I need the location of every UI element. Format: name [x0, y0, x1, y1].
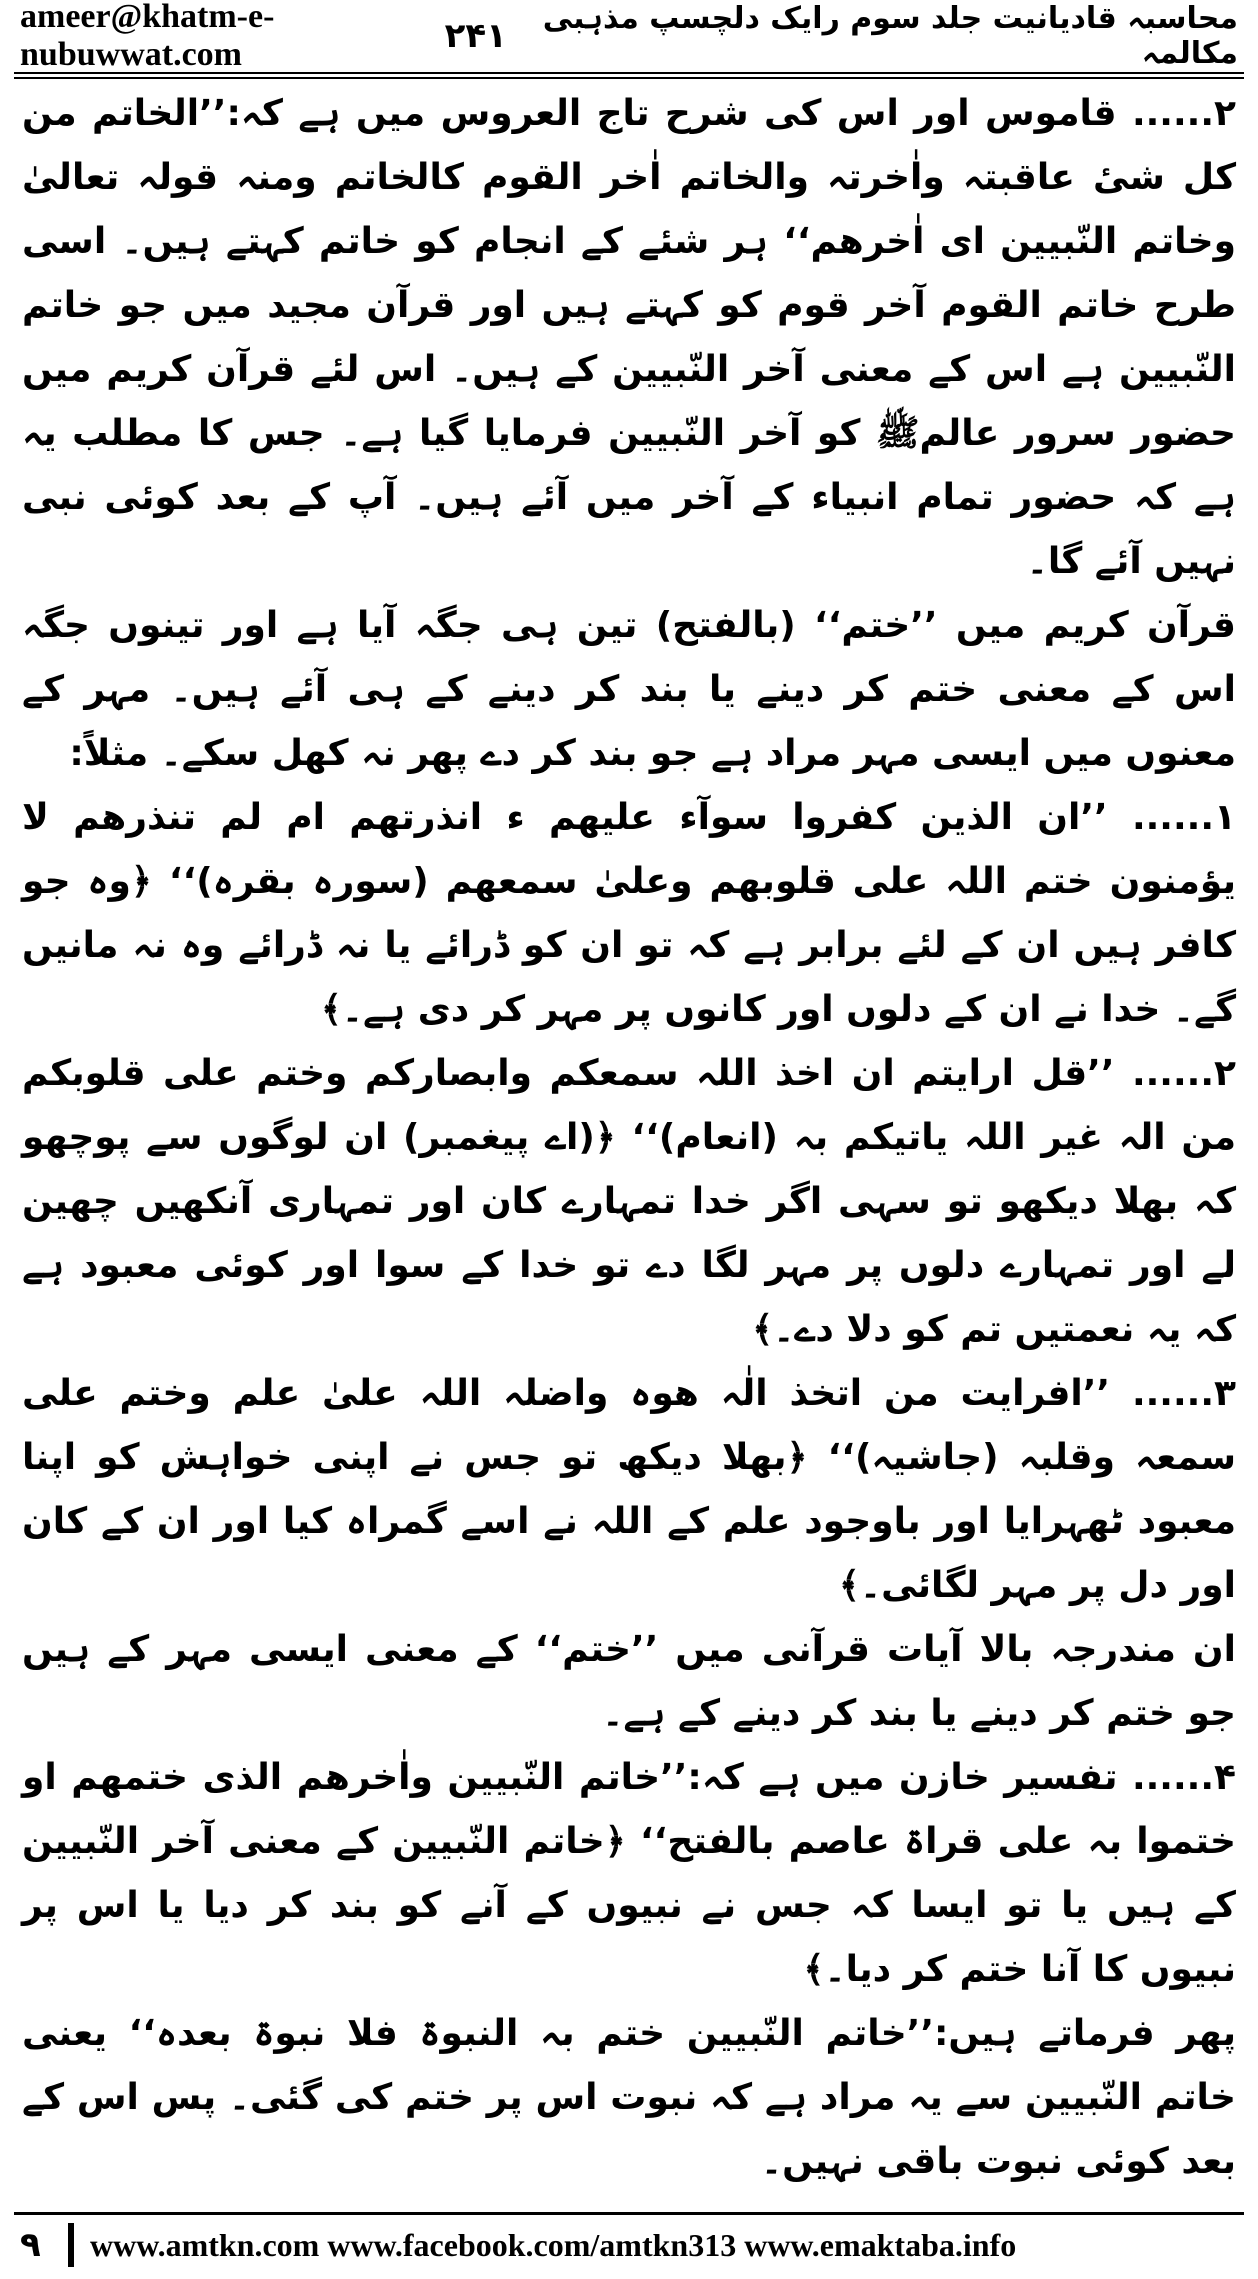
paragraph-anaam: ۲...... ’’قل ارایتم ان اخذ اللہ سمعکم وابصارکم وختم علی قلوبکم من الہ غیر اللہ یاتیکم بہ (انعام)‘‘ ﴿(اے پیغمبر) ان لوگوں سے پوچھو کہ بھلا دیکھو تو سہی اگر خدا تمہارے کان اور تمہاری آنکھیں چھین لے اور تمہارے دلوں پر مہر لگا دے تو خدا کے سوا اور کوئی معبود ہے کہ یہ نعمتیں تم کو دلا دے۔﴾ [22, 1053, 1236, 1350]
book-page-number: ۲۴۱ [444, 16, 507, 56]
header-email: ameer@khatm-e-nubuwwat.com [20, 0, 275, 73]
header-title-group [445, 1, 1238, 71]
paragraph-jathiyah: ۳...... ’’افرایت من اتخذ الٰہ ھوہ واضلہ اللہ علیٰ علم وختم علی سمعہ وقلبہ (جاشیہ)‘‘ ﴿بھلا دیکھ تو جس نے اپنی خواہش کو اپنا معبود ٹھہرایا اور باوجود علم کے اللہ نے اسے گمراہ کیا اور ان کے کان اور دل پر مہر لگائی۔﴾ [22, 1373, 1236, 1606]
footer-page-number: ۹ [20, 2225, 41, 2265]
header-divider-second [14, 77, 1244, 79]
paragraph-summary: ان مندرجہ بالا آیات قرآنی میں ’’ختم‘‘ کے معنی ایسی مہر کے ہیں جو ختم کر دینے یا بند کر دینے کے ہے۔ [22, 1629, 1236, 1734]
header-divider [14, 72, 1244, 74]
paragraph-qamoos: ۲...... قاموس اور اس کی شرح تاج العروس میں ہے کہ:’’الخاتم من کل شیٔ عاقبتہ واٰخرتہ والخاتم اٰخر القوم کالخاتم ومنہ قولہ تعالیٰ وخاتم النّبیین ای اٰخرھم‘‘ ہر شئے کے انجام کو خاتم کہتے ہیں۔ اسی طرح خاتم القوم آخر قوم کو کہتے ہیں اور قرآن مجید میں جو خاتم النّبیین ہے اس کے معنی آخر النّبیین کے ہیں۔ اس لئے قرآن کریم میں حضور سرور عالمﷺ کو آخر النّبیین فرمایا گیا ہے۔ جس کا مطلب یہ ہے کہ حضور تمام انبیاء کے آخر میں آئے ہیں۔ آپ کے بعد کوئی نبی نہیں آئے گا۔ [22, 93, 1236, 582]
page-footer [20, 2220, 1238, 2270]
footer-divider [14, 2212, 1244, 2215]
page-header [20, 0, 1238, 73]
page-body [22, 82, 1236, 2187]
footer-separator [68, 2223, 74, 2267]
footer-links[interactable]: www.amtkn.com www.facebook.com/amtkn313 www.emaktaba.info [90, 2226, 1017, 2263]
paragraph-conclusion: پھر فرماتے ہیں:’’خاتم النّبیین ختم بہ النبوۃ فلا نبوۃ بعدہ‘‘ یعنی خاتم النّبیین سے یہ مراد ہے کہ نبوت اس پر ختم کی گئی۔ پس اس کے بعد کوئی نبوت باقی نہیں۔ [22, 2013, 1236, 2182]
paragraph-baqarah: ۱...... ’’ان الذین کفروا سوآء علیھم ء انذرتھم ام لم تنذرھم لا یؤمنون ختم اللہ علی قلوبھم وعلیٰ سمعھم (سورہ بقرہ)‘‘ ﴿وہ جو کافر ہیں ان کے لئے برابر ہے کہ تو ان کو ڈرائے یا نہ ڈرائے وہ نہ مانیں گے۔ خدا نے ان کے دلوں اور کانوں پر مہر کر دی ہے۔﴾ [22, 797, 1236, 1030]
paragraph-khazin: ۴...... تفسیر خازن میں ہے کہ:’’خاتم النّبیین واٰخرھم الذی ختمھم او ختموا بہ علی قراۃ عاصم بالفتح‘‘ ﴿خاتم النّبیین کے معنی آخر النّبیین کے ہیں یا تو ایسا کہ جس نے نبیوں کے آنے کو بند کر دیا یا اس پر نبیوں کا آنا ختم کر دیا۔﴾ [22, 1757, 1236, 1990]
book-title: محاسبہ قادیانیت جلد سوم رایک دلچسپ مذہبی مکالمہ [542, 1, 1238, 71]
paragraph-khatm-intro: قرآن کریم میں ’’ختم‘‘ (بالفتح) تین ہی جگہ آیا ہے اور تینوں جگہ اس کے معنی ختم کر دینے یا بند کر دینے کے ہی آئے ہیں۔ مہر کے معنوں میں ایسی مہر مراد ہے جو بند کر دے پھر نہ کھل سکے۔ مثلاً: [22, 605, 1236, 774]
